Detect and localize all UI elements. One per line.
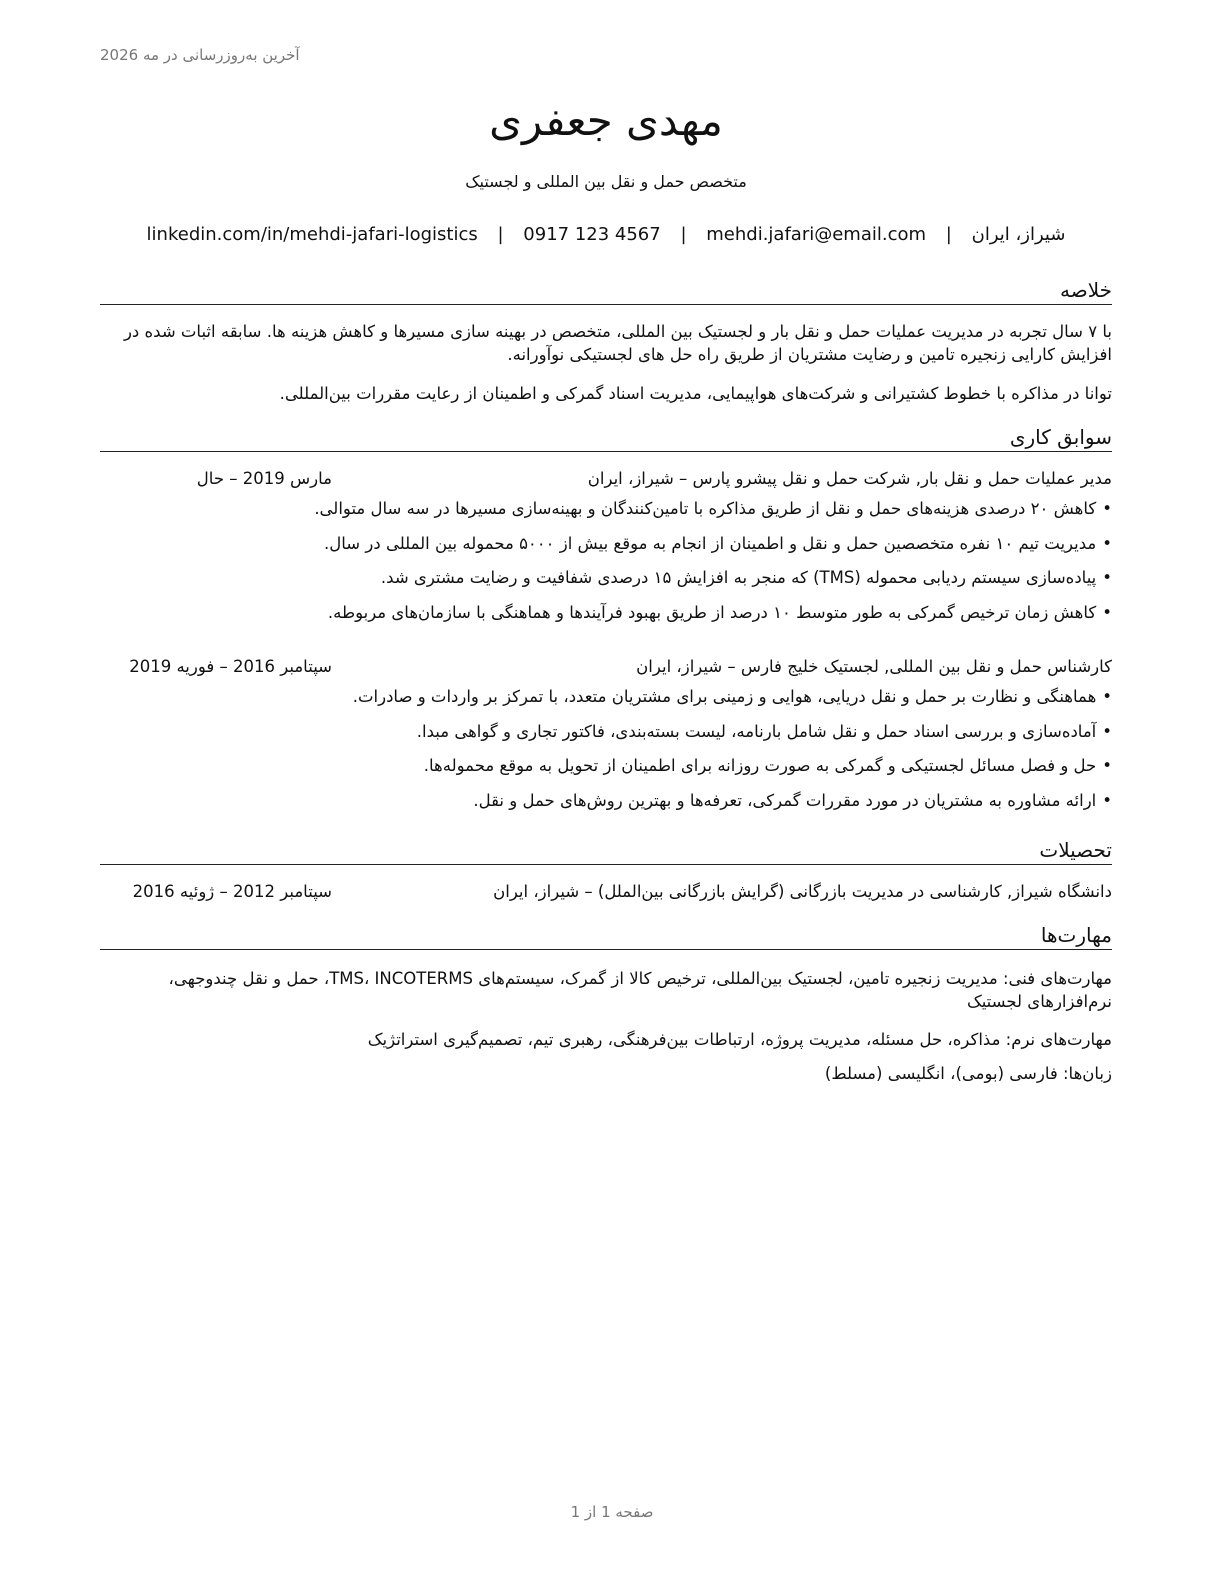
bullet-icon: • xyxy=(1102,756,1112,775)
bullet-icon: • xyxy=(1102,568,1112,587)
contact-separator: | xyxy=(945,224,952,245)
section-title-summary: خلاصه xyxy=(100,278,1112,305)
skills-technical: مهارت‌های فنی: مدیریت زنجیره تامین، لجستیک بین‌المللی، ترخیص کالا از گمرک، سیستم‌های TMS، INCOTERMS، حمل و نقل چندوجهی، نرم‌افزارهای لجستیک xyxy=(168,969,1112,1011)
contact-separator: | xyxy=(680,224,687,245)
bullet-icon: • xyxy=(1102,499,1112,518)
summary-paragraph: توانا در مذاکره با خطوط کشتیرانی و شرکت‌های هواپیمایی، مدیریت اسناد گمرکی و اطمینان از رعایت مقررات بین‌المللی. xyxy=(279,384,1112,403)
bullet-icon: • xyxy=(1102,602,1112,622)
contact-email[interactable]: mehdi.jafari@email.com xyxy=(706,224,927,245)
contact-separator: | xyxy=(497,224,504,245)
summary-paragraph: با ۷ سال تجربه در مدیریت عملیات حمل و نقل بار و لجستیک بین المللی، متخصص در بهینه سازی مسیرها و کاهش هزینه ها. سابقه اثبات شده در افزایش کارایی زنجیره تامین و رضایت مشتریان از طریق راه حل های لجستیکی نوآورانه. xyxy=(123,322,1112,364)
job-title: مدیر عملیات حمل و نقل بار, شرکت حمل و نقل پیشرو پارس – شیراز، ایران xyxy=(587,469,1112,488)
page-number: صفحه 1 از 1 xyxy=(570,1503,654,1521)
last-updated-note: آخرین به‌روزرسانی در مه 2026 xyxy=(100,46,300,64)
job-title: کارشناس حمل و نقل بین المللی, لجستیک خلیج فارس – شیراز، ایران xyxy=(636,657,1112,676)
list-item: •پیاده‌سازی سیستم ردیابی محموله (TMS) که منجر به افزایش ۱۵ درصدی شفافیت و رضایت مشتری شد. xyxy=(380,568,1112,587)
job-bullets xyxy=(100,498,1112,636)
bullet-icon: • xyxy=(1102,533,1112,553)
skills-soft: مهارت‌های نرم: مذاکره، حل مسئله، مدیریت پروژه، ارتباطات بین‌فرهنگی، رهبری تیم، تصمیم‌گیری استراتژیک xyxy=(367,1030,1112,1049)
candidate-name: مهدی جعفری xyxy=(489,96,723,145)
job-bullets xyxy=(100,686,1112,824)
job-dates: مارس 2019 – حال xyxy=(196,469,332,488)
list-item: •هماهنگی و نظارت بر حمل و نقل دریایی، هوایی و زمینی برای مشتریان متعدد، با تمرکز بر واردات و صادرات. xyxy=(352,687,1112,706)
bullet-icon: • xyxy=(1102,721,1112,741)
list-item: •کاهش زمان ترخیص گمرکی به طور متوسط ۱۰ درصد از طریق بهبود فرآیندها و هماهنگی با سازمان‌های مربوطه. xyxy=(327,602,1112,622)
section-title-skills: مهارت‌ها xyxy=(100,923,1112,950)
contact-linkedin[interactable]: linkedin.com/in/mehdi-jafari-logistics xyxy=(146,224,478,245)
list-item: •حل و فصل مسائل لجستیکی و گمرکی به صورت روزانه برای اطمینان از تحویل به موقع محموله‌ها. xyxy=(423,756,1112,775)
bullet-icon: • xyxy=(1102,687,1112,706)
skills-languages: زبان‌ها: فارسی (بومی)، انگلیسی (مسلط) xyxy=(824,1064,1112,1083)
candidate-title: متخصص حمل و نقل بین المللی و لجستیک xyxy=(465,172,747,191)
list-item: •کاهش ۲۰ درصدی هزینه‌های حمل و نقل از طریق مذاکره با تامین‌کنندگان و بهینه‌سازی مسیرها در سه سال متوالی. xyxy=(314,499,1112,518)
list-item: •ارائه مشاوره به مشتریان در مورد مقررات گمرکی، تعرفه‌ها و بهترین روش‌های حمل و نقل. xyxy=(473,790,1112,810)
contact-line xyxy=(100,224,1112,245)
education-degree: دانشگاه شیراز, کارشناسی در مدیریت بازرگانی (گرایش بازرگانی بین‌الملل) – شیراز، ایران xyxy=(493,882,1112,901)
list-item: •آماده‌سازی و بررسی اسناد حمل و نقل شامل بارنامه، لیست بسته‌بندی، فاکتور تجاری و گواهی مبدا. xyxy=(416,721,1112,741)
section-title-experience: سوابق کاری xyxy=(100,425,1112,452)
education-dates: سپتامبر 2012 – ژوئیه 2016 xyxy=(132,882,332,901)
section-title-education: تحصیلات xyxy=(100,838,1112,865)
bullet-icon: • xyxy=(1102,790,1112,810)
resume-page xyxy=(100,0,1112,1584)
contact-location: شیراز، ایران xyxy=(971,224,1066,245)
contact-phone[interactable]: 0917 123 4567 xyxy=(523,224,661,245)
job-dates: سپتامبر 2016 – فوریه 2019 xyxy=(129,657,332,676)
list-item: •مدیریت تیم ۱۰ نفره متخصصین حمل و نقل و اطمینان از انجام به موقع بیش از ۵۰۰۰ محموله بین المللی در سال. xyxy=(324,533,1112,553)
